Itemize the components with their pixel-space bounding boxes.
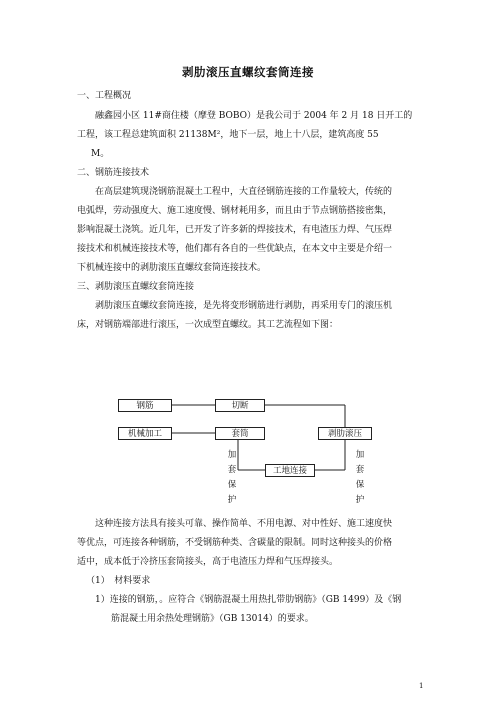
flow-node-machining: 机械加工	[118, 427, 172, 440]
paragraph-line: 影响混凝土浇筑。近几年，已开发了许多新的焊接技术，有电渣压力焊、气压焊	[77, 225, 393, 235]
paragraph-line: 适中，成本低于冷挤压套筒接头，高于电渣压力焊和气压焊接头。	[77, 557, 339, 567]
page-number: 1	[419, 682, 424, 690]
list-item-line: 1）连接的钢筋，。应符合《钢筋混凝土用热扎带肋钢筋》（GB 1499）及《钢	[95, 595, 402, 605]
document-title: 剥肋滚压直螺纹套筒连接	[182, 65, 314, 79]
flow-node-cut: 切断	[215, 399, 265, 412]
section-heading-1: 一、工程概况	[77, 91, 132, 101]
paragraph-line: M。	[91, 149, 110, 159]
label-char: 加	[355, 450, 365, 460]
flow-node-strip-roll: 剥肋滚压	[318, 427, 372, 440]
label-char: 保	[227, 480, 237, 490]
flow-node-rebar: 钢筋	[118, 399, 172, 412]
paragraph-line: 床，对钢筋端部进行滚压，一次成型直螺纹。其工艺流程如下图：	[77, 320, 339, 330]
flow-node-site-connect: 工地连接	[265, 464, 315, 477]
flow-node-sleeve: 套筒	[215, 427, 265, 440]
label-char: 保	[355, 480, 365, 490]
paragraph-line: 在高层建筑现浇钢筋混凝土工程中，大直径钢筋连接的工作量较大，传统的	[95, 187, 393, 197]
paragraph-line: 融鑫园小区 11#商住楼（摩登 BOBO）是我公司于 2004 年 2 月 18 日开工的	[95, 111, 413, 121]
paragraph-line: 接技术和机械连接技术等，他们都有各自的一些优缺点，在本文中主要是介绍一	[77, 244, 393, 254]
label-char: 套	[355, 465, 365, 475]
paragraph-line: 工程，该工程总建筑面积 21138M²，地下一层，地上十八层，建筑高度 55	[77, 130, 379, 140]
section-heading-2: 二、钢筋连接技术	[77, 168, 150, 178]
paragraph-line: 下机械连接中的剥肋滚压直螺纹套筒连接技术。	[77, 263, 267, 273]
flow-label-protect-right	[355, 448, 365, 508]
label-char: 套	[227, 465, 237, 475]
flow-label-protect-left	[227, 448, 237, 508]
label-char: 护	[355, 495, 365, 505]
paragraph-line: 电弧焊，劳动强度大、施工速度慢、钢材耗用多，而且由于节点钢筋搭接密集，	[77, 206, 393, 216]
subsection-heading: （1） 材料要求	[86, 576, 151, 586]
paragraph-line: 等优点，可连接各种钢筋，不受钢筋种类、含碳量的限制。同时这种接头的价格	[77, 538, 393, 548]
label-char: 加	[227, 450, 237, 460]
section-heading-3: 三、剥肋滚压直螺纹套筒连接	[77, 282, 195, 292]
label-char: 护	[227, 495, 237, 505]
list-item-line: 筋混凝土用余热处理钢筋》（GB 13014）的要求。	[111, 614, 314, 624]
paragraph-line: 这种连接方法具有接头可靠、操作简单、不用电源、对中性好、施工速度快	[95, 519, 393, 529]
paragraph-line: 剥肋滚压直螺纹套筒连接，是先将变形钢筋进行剥肋，再采用专门的滚压机	[95, 301, 393, 311]
